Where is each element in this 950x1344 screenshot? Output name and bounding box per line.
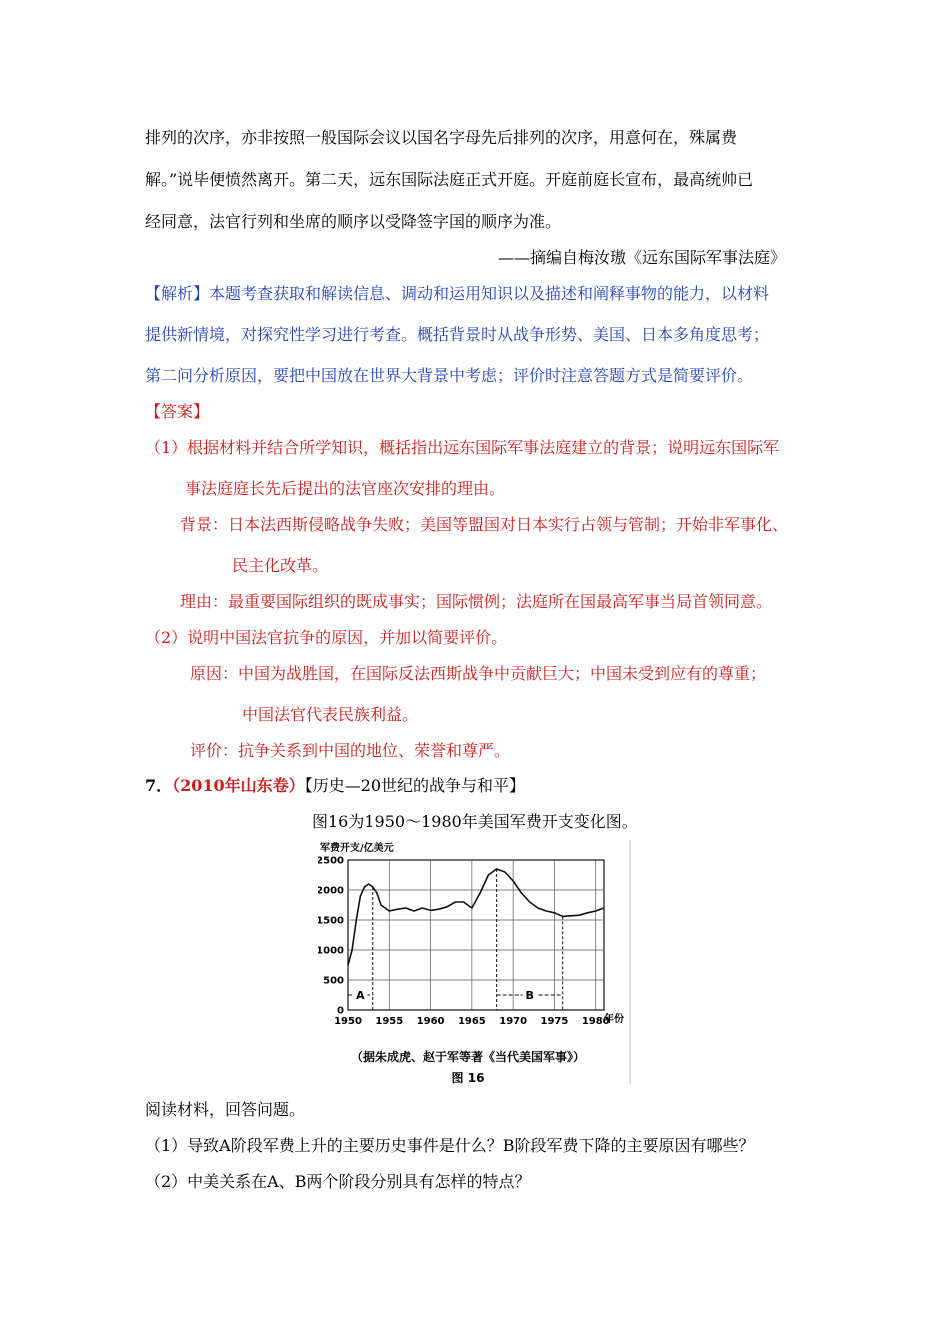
plot-frame [348,860,604,1010]
analysis-line-1: 【解析】本题考查获取和解读信息、调动和运用知识以及描述和阐释事物的能力，以材料 [145,284,770,303]
figure-label: 图 16 [451,1071,485,1084]
read-instruction: 阅读材料，回答问题。 [145,1100,306,1119]
answer-background-line-2: 民主化改革。 [232,556,329,575]
material-line-2: 解。”说毕便愤然离开。第二天，远东国际法庭正式开庭。开庭前庭长宣布，最高统帅已 [145,170,754,189]
x-tick-label: 1975 [540,1016,569,1027]
x-tick-label: 1980 [581,1016,610,1027]
y-tick-label: 500 [323,975,344,987]
y-tick-label: 2500 [318,855,344,867]
y-tick-label: 2000 [318,885,344,897]
answer-reason: 理由：最重要国际组织的既成事实；国际惯例；法庭所在国最高军事当局首领同意。 [180,592,773,611]
answer-q2: （2）说明中国法官抗争的原因，并加以简要评价。 [145,628,508,647]
answer-q1-line-1: （1）根据材料并结合所学知识，概括指出远东国际军事法庭建立的背景；说明远东国际军 [145,438,780,457]
question-topic: 【历史—20世纪的战争与和平】 [304,776,526,795]
question-7-part-2: （2）中美关系在A、B两个阶段分别具有怎样的特点？ [145,1172,531,1191]
material-source: ——摘编自梅汝璈《远东国际军事法庭》 [498,248,787,267]
chart-source: （据朱成虎、赵于军等著《当代美国军事》） [350,1050,586,1064]
spending-line [348,869,604,965]
x-tick-label: 1960 [416,1016,445,1027]
answer-background-line-1: 背景：日本法西斯侵略战争失败；美国等盟国对日本实行占领与管制；开始非军事化、 [180,515,789,534]
question-number: 7． [145,776,173,795]
y-tick-label: 0 [337,1005,344,1017]
y-axis-label: 军费开支/亿美元 [320,843,394,854]
answer-evaluation: 评价：抗争关系到中国的地位、荣誉和尊严。 [190,741,511,760]
x-axis-label: 年份 [604,1014,624,1025]
material-line-1: 排列的次序，亦非按照一般国际会议以国名字母先后排列的次序，用意何在，殊属费 [145,128,738,147]
answer-q1-line-2: 事法庭庭长先后提出的法官座次安排的理由。 [185,479,506,498]
plot-area [318,856,610,1028]
x-tick-label: 1965 [457,1016,486,1027]
answer-cause-line-2: 中国法官代表民族利益。 [242,705,419,724]
figure-caption: 图16为1950～1980年美国军费开支变化图。 [312,812,638,831]
y-tick-label: 1500 [318,915,344,927]
answer-cause-line-1: 原因：中国为战胜国，在国际反法西斯战争中贡献巨大；中国未受到应有的尊重； [190,664,767,683]
question-7-heading [145,776,525,796]
analysis-line-3: 第二问分析原因，要把中国放在世界大背景中考虑；评价时注意答题方式是简要评价。 [145,366,754,385]
y-tick-label: 1000 [318,945,344,957]
answer-heading: 【答案】 [145,402,210,421]
material-line-3: 经同意，法官行列和坐席的顺序以受降签字国的顺序为准。 [145,212,562,231]
analysis-line-2: 提供新情境，对探究性学习进行考查。概括背景时从战争形势、美国、日本多角度思考； [145,325,770,344]
phase-label: B [525,989,534,1002]
military-spending-chart [318,840,634,1084]
question-source: （2010年山东卷） [172,776,305,795]
chart-svg [318,840,634,1084]
x-tick-label: 1970 [499,1016,528,1027]
question-7-part-1: （1）导致A阶段军费上升的主要历史事件是什么？B阶段军费下降的主要原因有哪些？ [145,1136,755,1155]
x-tick-label: 1950 [334,1016,362,1027]
phase-label: A [356,989,365,1002]
x-tick-label: 1955 [375,1016,404,1027]
